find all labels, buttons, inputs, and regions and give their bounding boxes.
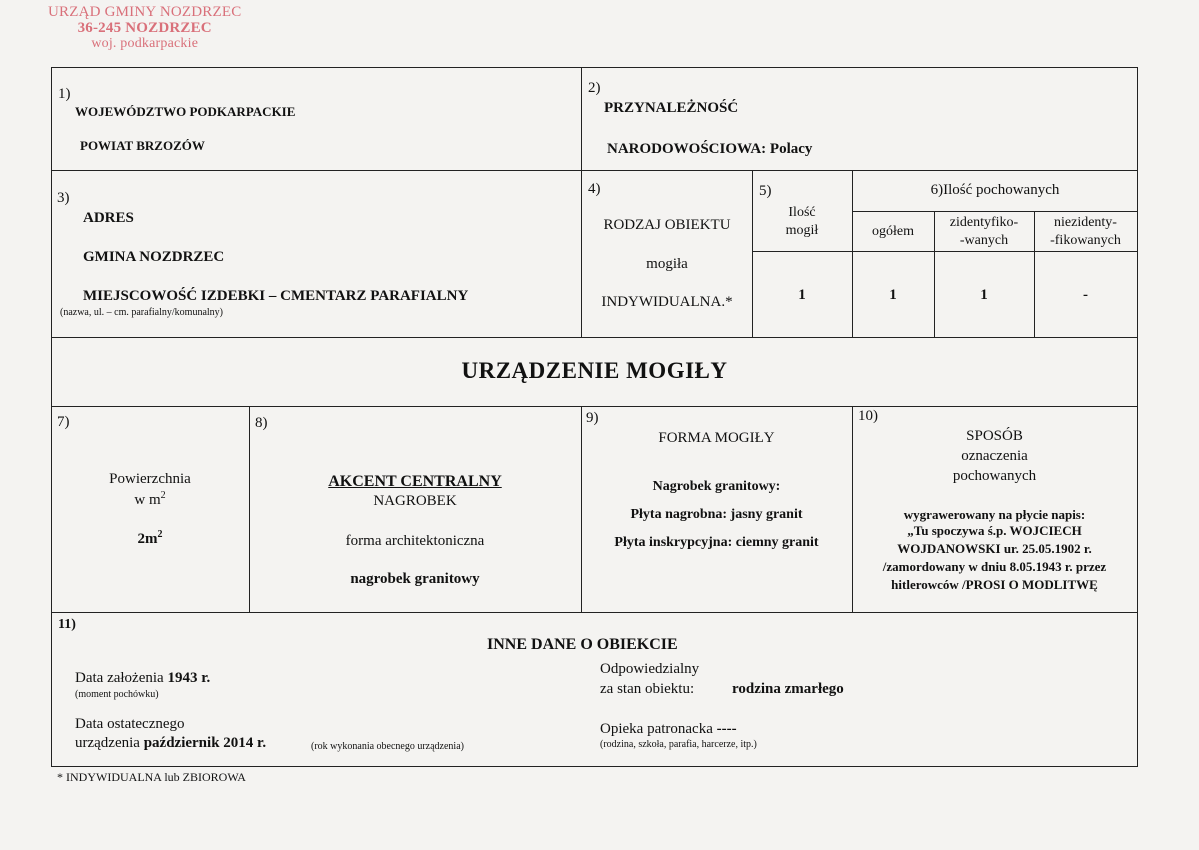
final-date-hint: (rok wykonania obecnego urządzenia) — [311, 741, 464, 752]
patronage: Opieka patronacka ---- — [600, 721, 737, 737]
marking-method-1: SPOSÓB — [966, 428, 1023, 444]
grave-form-line-1: Nagrobek granitowy: — [652, 479, 781, 494]
tombstone-detail: nagrobek granitowy — [350, 571, 480, 587]
commune: GMINA NOZDRZEC — [83, 249, 225, 265]
inscription-line-2: „Tu spoczywa ś.p. WOJCIECH — [907, 523, 1082, 538]
graves-count-value: 1 — [798, 287, 806, 303]
architectural-form: forma architektoniczna — [345, 533, 485, 549]
inscription-line-1: wygrawerowany na płycie napis: — [903, 507, 1086, 522]
grave-form-line-3: Płyta inskrypcyjna: ciemny granit — [614, 535, 819, 550]
locality: MIEJSCOWOŚĆ IZDEBKI – CMENTARZ PARAFIALNY — [83, 288, 469, 304]
area-label: Powierzchnia — [109, 471, 191, 487]
tombstone-label: NAGROBEK — [373, 493, 457, 509]
responsible-label-2: za stan obiektu: — [600, 681, 695, 697]
inscription-line-3: WOJDANOWSKI ur. 25.05.1902 r. — [897, 541, 1092, 556]
stamp-line-3: woj. podkarpackie — [91, 36, 199, 51]
other-data-title: INNE DANE O OBIEKCIE — [487, 636, 678, 653]
nationality-label: PRZYNALEŻNOŚĆ — [604, 100, 739, 116]
section-2-number: 2) — [588, 80, 601, 96]
section-4-number: 4) — [588, 181, 601, 197]
county: POWIAT BRZOZÓW — [80, 138, 205, 153]
patronage-hint: (rodzina, szkoła, parafia, harcerze, itp.) — [600, 739, 757, 750]
buried-identified-label-2: -wanych — [959, 233, 1009, 248]
founded-hint: (moment pochówku) — [75, 689, 159, 700]
section-5-number: 5) — [759, 183, 772, 199]
final-date-label: Data ostatecznego — [75, 716, 185, 732]
buried-unidentified-label-1: niezidenty- — [1054, 215, 1117, 230]
address-label: ADRES — [83, 210, 134, 226]
object-type-label: RODZAJ OBIEKTU — [603, 217, 731, 233]
central-accent: AKCENT CENTRALNY — [328, 473, 502, 490]
responsible-value: rodzina zmarłego — [732, 681, 844, 697]
section-8-number: 8) — [255, 415, 268, 431]
buried-total-label: ogółem — [872, 224, 914, 239]
responsible-label-1: Odpowiedzialny — [600, 661, 700, 677]
final-date: urządzenia październik 2014 r. — [75, 735, 267, 751]
footnote: * INDYWIDUALNA lub ZBIOROWA — [57, 770, 246, 784]
buried-identified-label-1: zidentyfiko- — [949, 215, 1019, 230]
section-1-number: 1) — [58, 86, 71, 102]
founded-date: Data założenia 1943 r. — [75, 670, 211, 686]
buried-identified-value: 1 — [980, 287, 988, 303]
nationality-value: NARODOWOŚCIOWA: Polacy — [607, 141, 813, 157]
grave-form-line-2: Płyta nagrobna: jasny granit — [630, 507, 803, 522]
inscription-line-4: /zamordowany w dniu 8.05.1943 r. przez — [882, 559, 1107, 574]
buried-unidentified-label-2: -fikowanych — [1050, 233, 1121, 248]
section-11-number: 11) — [58, 617, 76, 632]
object-type-kind: INDYWIDUALNA.* — [601, 294, 733, 310]
area-value: $2m^2$ — [137, 529, 163, 547]
buried-count-header: 6)Ilość pochowanych — [930, 182, 1060, 198]
stamp-line-1: URZĄD GMINY NOZDRZEC — [48, 4, 242, 20]
section-9-number: 9) — [586, 410, 599, 426]
office-stamp — [48, 4, 241, 52]
object-type-value: mogiła — [646, 256, 688, 272]
section-3-number: 3) — [57, 190, 70, 206]
address-hint: (nazwa, ul. – cm. parafialny/komunalny) — [60, 307, 223, 318]
stamp-line-2: 36-245 NOZDRZEC — [77, 20, 212, 36]
section-7-number: 7) — [57, 414, 70, 430]
section-10-number: 10) — [858, 408, 878, 424]
voivodeship: WOJEWÓDZTWO PODKARPACKIE — [75, 104, 296, 119]
grave-layout-heading: URZĄDZENIE MOGIŁY — [461, 358, 728, 383]
grave-form-title: FORMA MOGIŁY — [658, 430, 775, 446]
inscription-line-5: hitlerowców /PROSI O MODLITWĘ — [891, 577, 1098, 592]
buried-total-value: 1 — [889, 287, 897, 303]
area-unit: w $m^2$ — [134, 490, 166, 508]
buried-unidentified-value: - — [1083, 287, 1088, 303]
graves-count-label-1: Ilość — [788, 205, 816, 220]
marking-method-2: oznaczenia — [961, 448, 1028, 464]
marking-method-3: pochowanych — [952, 468, 1037, 484]
graves-count-label-2: mogił — [785, 223, 819, 238]
